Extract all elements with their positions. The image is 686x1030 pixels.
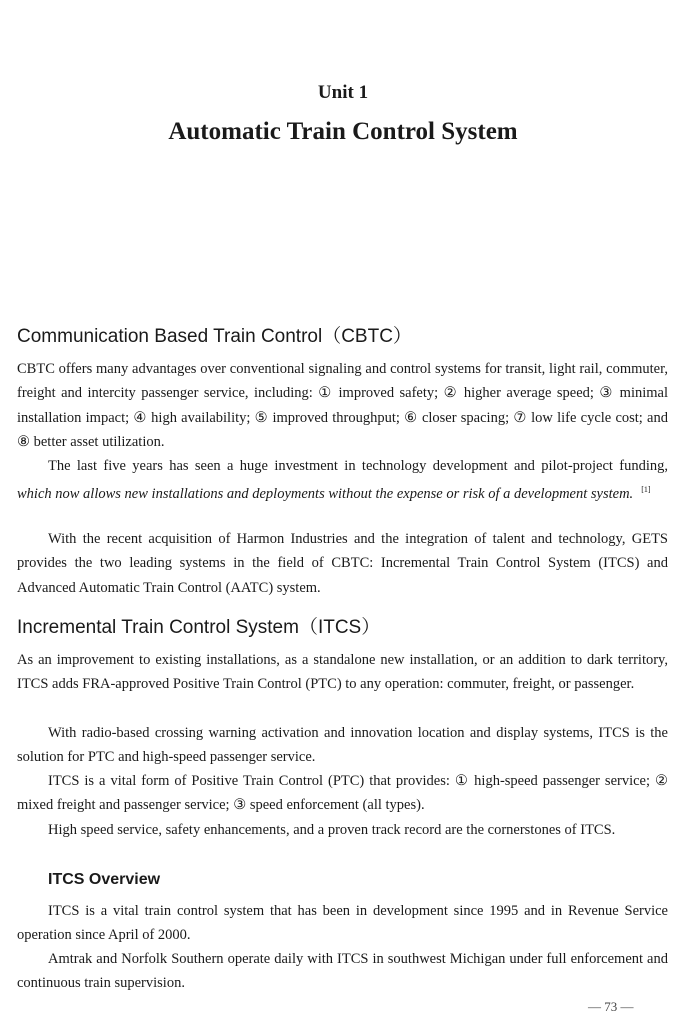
subsection-heading-overview: ITCS Overview [48,871,161,888]
reference-marker: [1] [641,485,651,495]
paragraph-itcs-ptc: ITCS is a vital form of Positive Train Control (PTC) that provides: ① high-speed passenger service; ② mixed freight and passenger service; ③ speed enforcement (all types). [17,773,668,814]
paragraph-itcs-improvement: As an improvement to existing installations, as a standalone new installation, or an addition to dark territory, ITCS adds FRA-approved Positive Train Control (PTC) to any operation: commuter, freight, or passenger. [17,652,668,693]
paragraph-cbtc-gets: With the recent acquisition of Harmon Industries and the integration of talent and technology, GETS provides the two leading systems in the field of CBTC: Incremental Train Control System (ITCS) and Advanced Automatic Train Control (AATC) system. [17,531,668,596]
paragraph-overview-amtrak: Amtrak and Norfolk Southern operate daily with ITCS in southwest Michigan under full enforcement and continuous train supervision. [17,951,668,992]
paragraph-text: The last five years has seen a huge investment in technology development and pilot-project funding, [48,458,668,474]
section-heading-cbtc: Communication Based Train Control（CBTC） [17,326,412,347]
unit-label: Unit 1 [317,82,369,103]
page-number: — 73 — [588,999,634,1014]
emphasized-text: which now allows new installations and deployments without the expense or risk of a development system. [17,486,634,503]
paragraph-cbtc-investment [17,454,668,506]
section-heading-itcs: Incremental Train Control System（ITCS） [17,617,381,638]
page-title: Automatic Train Control System [168,118,518,145]
paragraph-itcs-radio: With radio-based crossing warning activation and innovation location and display systems, ITCS is the solution for PTC and high-speed passenger service. [17,725,668,766]
paragraph-cbtc-advantages: CBTC offers many advantages over conventional signaling and control systems for transit, light rail, commuter, freight and intercity passenger service, including: ① improved safety; ② higher average speed; ③ minimal installation impact; ④ high availability; ⑤ improved throughput; ⑥ closer spacing; ⑦ low life cycle cost; and ⑧ better asset utilization. [17,361,668,450]
paragraph-overview-development: ITCS is a vital train control system that has been in development since 1995 and in Revenue Service operation since April of 2000. [17,903,668,944]
paragraph-itcs-cornerstones: High speed service, safety enhancements, and a proven track record are the cornerstones of ITCS. [48,822,616,838]
